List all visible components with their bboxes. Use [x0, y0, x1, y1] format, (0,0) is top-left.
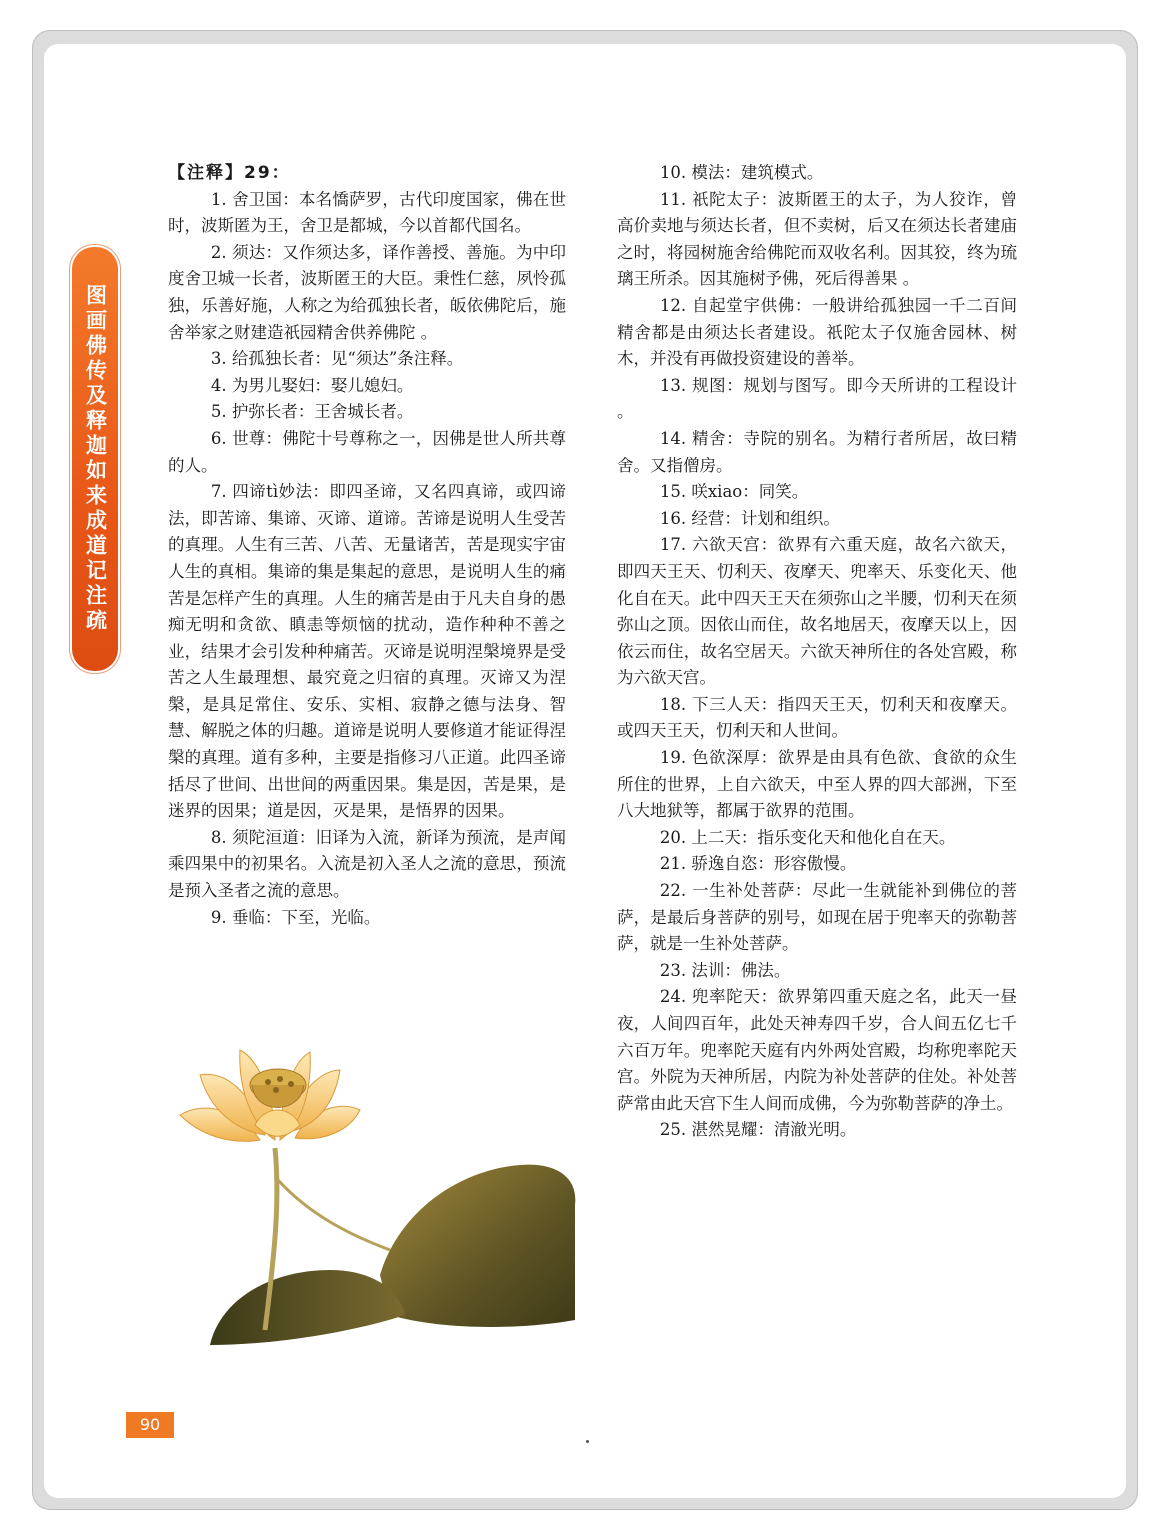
- stray-dot: [586, 1440, 589, 1443]
- note-item: 10. 模法：建筑模式。: [659, 163, 824, 182]
- note-item: 23. 法训：佛法。: [659, 960, 791, 980]
- note-item: 18. 下三人天：指四天王天，忉利天和夜摩天。或四天王天，忉利天和人世间。: [617, 694, 1017, 741]
- note-item: 21. 骄逸自恣：形容傲慢。: [659, 854, 857, 874]
- note-item: 9. 垂临：下至，光临。: [210, 907, 381, 927]
- note-item: 7. 四谛tì妙法：即四圣谛，又名四真谛，或四谛法，即苦谛、集谛、灭谛、道谛。苦谛是说明人生受苦的真理。人生有三苦、八苦、无量诸苦，苦是现实宇宙人生的真相。集谛的集是集起的意思，是说明人生的痛苦是怎样产生的真理。人生的痛苦是由于凡夫自身的愚痴无明和贪欲、瞋恚等烦恼的扰动，造作种种不善之业，结果才会引发种种痛苦。灭谛是说明涅槃境界是受苦之人生最理想、最究竟之归宿的真理。灭谛又为涅槃，是具足常住、安乐、实相、寂静之德与法身、智慧、解脱之体的归趣。道谛是说明人要修道才能证得涅槃的真理。道有多种，主要是指修习八正道。此四圣谛括尽了世间、出世间的两重因果。集是因，苦是果，是迷界的因果；道是因，灭是果，是悟界的因果。: [168, 482, 566, 821]
- lotus-leaf-large: [380, 1165, 575, 1327]
- side-title-tab: [70, 245, 120, 673]
- note-item: 22. 一生补处菩萨：尽此一生就能补到佛位的菩萨，是最后身菩萨的别号，如现在居于兜率天的弥勒菩萨，就是一生补处菩萨。: [617, 881, 1017, 954]
- note-item: 5. 护弥长者：王舍城长者。: [210, 402, 414, 422]
- notes-column-left: [168, 160, 566, 931]
- lotus-flower: [180, 1050, 360, 1141]
- note-item: 24. 兜率陀天：欲界第四重天庭之名，此天一昼夜，人间四百年，此处天神寿四千岁，合人间五亿七千六百万年。兜率陀天庭有内外两处宫殿，均称兜率陀天宫。外院为天神所居，内院为补处菩萨的住处。补处菩萨常由此天宫下生人间而成佛，今为弥勒菩萨的净土。: [617, 987, 1017, 1113]
- note-item: 3. 给孤独长者：见“须达”条注释。: [210, 349, 464, 369]
- note-item: 8. 须陀洹道：旧译为入流，新译为预流，是声闻乘四果中的初果名。入流是初入圣人之流的意思，预流是预入圣者之流的意思。: [168, 827, 566, 901]
- note-item: 12. 自起堂宇供佛：一般讲给孤独园一千二百间精舍都是由须达长者建设。祇陀太子仅施舍园林、树木，并没有再做投资建设的善举。: [617, 295, 1017, 369]
- note-item: 13. 规图：规划与图写。即今天所讲的工程设计 。: [617, 375, 1017, 422]
- lotus-illustration: [160, 1030, 580, 1350]
- note-item: 25. 湛然晃耀：清澈光明。: [659, 1120, 857, 1140]
- note-item: 15. 咲xiao：同笑。: [659, 482, 809, 502]
- lotus-leaf-small: [210, 1270, 405, 1345]
- page-number: 90: [126, 1412, 174, 1438]
- notes-heading: 【注释】29：: [168, 163, 291, 183]
- note-item: 19. 色欲深厚：欲界是由具有色欲、食欲的众生所住的世界，上自六欲天，中至人界的四大部洲，下至八大地狱等，都属于欲界的范围。: [617, 748, 1017, 821]
- note-item: 11. 祇陀太子：波斯匿王的太子，为人狡诈，曾高价卖地与须达长者，但不卖树，后又在须达长者建庙之时，将园树施舍给佛陀而双收名利。因其狡，终为琉璃王所杀。因其施树予佛，死后得善果 。: [617, 189, 1017, 289]
- lotus-stem-2: [278, 1180, 390, 1250]
- note-item: 17. 六欲天宫：欲界有六重天庭，故名六欲天，即四天王天、忉利天、夜摩天、兜率天、乐变化天、他化自在天。此中四天王天在须弥山之半腰，忉利天在须弥山之顶。因依山而住，故名地居天，夜摩天以上，因依云而住，故名空居天。六欲天神所住的各处宫殿，称为六欲天宫。: [617, 535, 1017, 688]
- side-title-text: 图画佛传及释迦如来成道记注疏: [83, 284, 108, 634]
- note-item: 4. 为男儿娶妇：娶儿媳妇。: [210, 375, 414, 395]
- note-item: 6. 世尊：佛陀十号尊称之一，因佛是世人所共尊的人。: [168, 428, 566, 475]
- notes-column-right: [617, 160, 1017, 1144]
- note-item: 20. 上二天：指乐变化天和他化自在天。: [659, 827, 956, 847]
- note-item: 1. 舍卫国：本名憍萨罗，古代印度国家，佛在世时，波斯匿为王，舍卫是都城，今以首都代国名。: [168, 189, 566, 236]
- note-item: 16. 经营：计划和组织。: [659, 508, 840, 528]
- note-item: 2. 须达：又作须达多，译作善授、善施。为中印度舍卫城一长者，波斯匿王的大臣。秉性仁慈，夙怜孤独，乐善好施，人称之为给孤独长者，皈依佛陀后，施舍举家之财建造祇园精舍供养佛陀 。: [168, 242, 566, 342]
- note-item: 14. 精舍：寺院的别名。为精行者所居，故曰精舍。又指僧房。: [617, 428, 1017, 475]
